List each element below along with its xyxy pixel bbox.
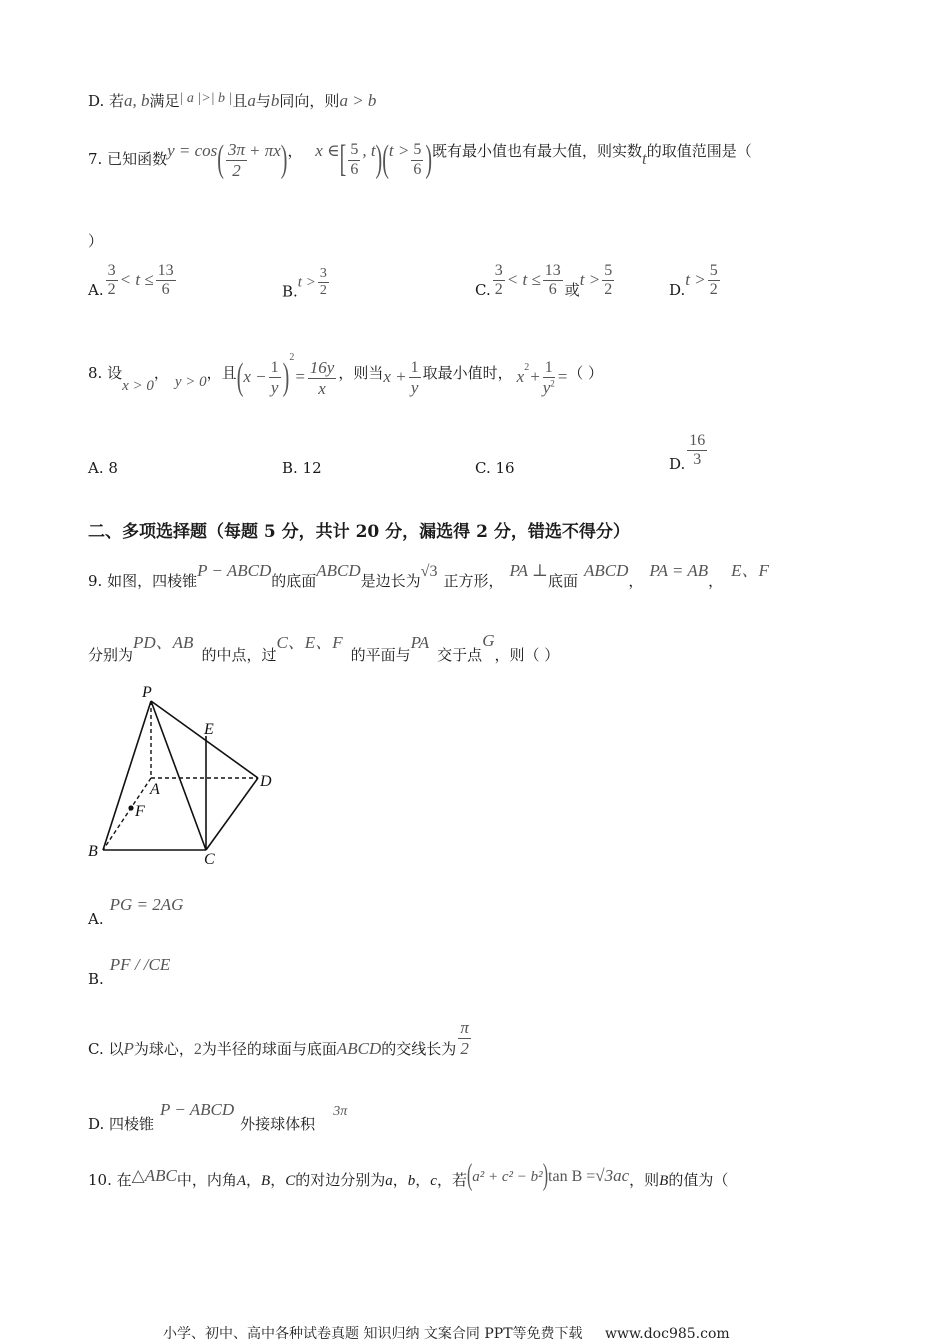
math-midpoints: PD、AB (133, 633, 194, 652)
frac: $\frac{13}{6}$ (157, 262, 174, 299)
math: √3ac (595, 1166, 630, 1185)
option-label: D. 四棱锥 (88, 1115, 155, 1133)
math-base: ABCD (583, 561, 629, 580)
label-d: D (260, 773, 272, 790)
text: ， (415, 1171, 431, 1189)
math-x-cond: x > 0 (122, 378, 154, 394)
paren: ) (282, 356, 290, 398)
exponent: 2 (289, 352, 295, 363)
math: B (659, 1173, 669, 1189)
math: PF / /CE (109, 955, 171, 974)
label-a: A (150, 781, 160, 798)
q9-text: 是边长为 (360, 572, 421, 590)
option-label: A. (88, 910, 104, 928)
text: 外接球体积 (240, 1115, 316, 1133)
paren: ( (382, 138, 389, 180)
math: B (261, 1173, 271, 1189)
q9-text: 正方形， (443, 572, 504, 590)
q7-frac: $\frac{3\pi}{2}$ (227, 140, 245, 180)
math-base: ABCD (316, 561, 361, 580)
option-label: D. (669, 280, 686, 299)
q7-cond: t > (388, 141, 410, 161)
q8-option-c: C. 16 (475, 459, 515, 477)
q9-option-b (88, 955, 170, 988)
text: 为半径的球面与底面 (201, 1040, 337, 1059)
q7-number: 7. 已知函数 (88, 150, 168, 169)
q7-domain: x ∈ (315, 141, 340, 161)
math: t > (579, 269, 601, 289)
math: P − ABCD (160, 1100, 235, 1119)
math-t: t (642, 149, 647, 169)
pyramid-figure (84, 680, 284, 870)
math: b (407, 1173, 416, 1189)
frac: $\frac{5}{2}$ (709, 262, 718, 299)
text: ， (246, 1171, 262, 1189)
text: 为球心， (133, 1040, 194, 1059)
q7-dom-frac: $\frac{5}{6}$ (350, 141, 359, 178)
frac: $\frac{13}{6}$ (544, 262, 561, 299)
q8-when: ，则当 (338, 364, 384, 382)
q8-option-b: B. 12 (282, 459, 322, 477)
frac: $\frac{3}{2}$ (319, 266, 327, 299)
q7-func-rest: + πx (248, 141, 281, 161)
edge-cd (206, 778, 258, 850)
q9-text: 的中点，过 (201, 646, 277, 664)
math: a (385, 1173, 393, 1189)
option-label: A. (88, 280, 104, 299)
math-perp: PA ⊥ (509, 561, 548, 580)
paren: ( (466, 1159, 473, 1193)
frac: $\frac{3}{2}$ (494, 262, 503, 299)
text: ，若 (436, 1171, 467, 1189)
q7-option-b (282, 266, 331, 301)
bracket: [ (339, 138, 347, 180)
q8-and: ，且 (206, 364, 237, 382)
q8-option-a: A. 8 (88, 459, 118, 477)
math-eq: PA = AB (649, 561, 709, 580)
footer-text: 小学、初中、高中各种试卷真题 知识归纳 文案合同 PPT等免费下载 (163, 1326, 583, 1342)
question-9-line2 (88, 628, 559, 665)
or-text: 或 (564, 280, 580, 299)
q6-option-d (88, 90, 376, 111)
text: 的交线长为 (381, 1040, 457, 1059)
q9-text: ，则（ ） (494, 646, 560, 664)
text: 中，内角 (176, 1171, 237, 1189)
q9-text: 交于点 (437, 646, 483, 664)
point-f (128, 805, 133, 810)
math-abs-cond: | a |>| b | (179, 91, 233, 106)
section-2-title: 二、多项选择题（每题 5 分，共计 20 分，漏选得 2 分，错选不得分） (88, 522, 630, 542)
math: 3π (333, 1104, 348, 1119)
label-e: E (204, 721, 214, 738)
paren: ( (217, 138, 224, 180)
option-label: D. (669, 454, 686, 473)
math-a: a (247, 91, 256, 110)
label-f: F (135, 803, 145, 820)
math: < t ≤ (506, 269, 541, 289)
q7-option-c (475, 262, 616, 300)
text: 的值为（ (668, 1171, 729, 1189)
math: t > (297, 274, 316, 291)
text: ， (392, 1171, 408, 1189)
q6-d-text3: 与 (255, 92, 271, 110)
comma: ， (628, 572, 644, 590)
q9-option-a (88, 895, 183, 928)
math-root: √3 (420, 563, 438, 580)
text: ，则 (629, 1171, 660, 1189)
comma: ， (153, 364, 169, 382)
math: x − (243, 367, 267, 386)
math-y-cond: y > 0 (174, 374, 207, 390)
math: P (123, 1039, 134, 1059)
q7-close: ） (88, 232, 104, 250)
edge-pb (103, 701, 151, 850)
math-pyramid: P − ABCD (197, 561, 272, 580)
q8-number: 8. 设 (88, 364, 123, 382)
frac: $\frac{16y}{x}$ (309, 357, 335, 398)
math: < t ≤ (119, 269, 154, 289)
math-points: C、E、F (276, 633, 343, 652)
math: c (430, 1173, 437, 1189)
math: PG = 2AG (109, 895, 184, 914)
frac: $\frac{5}{2}$ (604, 262, 613, 299)
q7-dom-t: , t (362, 141, 376, 161)
option-label: C. 以 (88, 1040, 124, 1059)
math: x (516, 367, 525, 386)
footer (163, 1323, 730, 1343)
math: C (285, 1173, 296, 1189)
label-c: C (204, 851, 215, 868)
q6-d-label: D. 若 (88, 92, 125, 110)
edge-pd (151, 701, 258, 778)
q6-d-text: 满足 (149, 92, 180, 110)
text: ， (270, 1171, 286, 1189)
question-8 (88, 352, 603, 398)
question-9-line1 (88, 556, 769, 591)
q9-option-c (88, 1018, 473, 1059)
math: = (556, 367, 569, 386)
math-b: b (270, 91, 280, 110)
text: 的对边分别为 (295, 1171, 386, 1189)
frac: $\frac{\pi}{2}$ (460, 1018, 469, 1058)
q9-text: 底面 (547, 572, 578, 590)
math-conclusion: a > b (339, 91, 377, 110)
comma: ， (708, 572, 724, 590)
edge-pc (151, 701, 206, 850)
q7-stem: 既有最小值也有最大值，则实数 (432, 142, 643, 161)
footer-link[interactable]: www.doc985.com (604, 1326, 730, 1342)
paren: ) (280, 138, 288, 180)
q10-number: 10. 在 (88, 1171, 132, 1189)
math: ABCD (336, 1039, 382, 1059)
q7-option-d (669, 262, 722, 300)
math-triangle: △ABC (131, 1166, 177, 1185)
math: x + (383, 367, 407, 386)
frac: $\frac{3}{2}$ (107, 262, 116, 299)
frac: $\frac{1}{y}$ (410, 358, 419, 397)
q6-d-text4: 同向，则 (279, 92, 340, 110)
q6-d-text2: 且 (232, 92, 248, 110)
q9-text: 的平面与 (350, 646, 411, 664)
q7-cond-frac: $\frac{5}{6}$ (413, 141, 422, 178)
frac: $\frac{16}{3}$ (689, 432, 706, 469)
paren: ) (542, 1159, 549, 1193)
math: + (529, 367, 541, 386)
q7-stem-end: 的取值范围是（ (646, 142, 752, 161)
paren: ) (425, 138, 433, 180)
q8-option-d (669, 432, 709, 473)
question-10 (88, 1159, 729, 1193)
option-label: B. (88, 970, 104, 988)
label-b: B (88, 843, 98, 860)
answer-blank: （ ） (568, 364, 603, 382)
math-ab: a, b (124, 91, 150, 110)
frac: $\frac{1}{y^2}$ (542, 358, 555, 397)
comma: ， (287, 142, 303, 161)
math: t > (685, 269, 706, 289)
q8-min: 取最小值时， (422, 364, 513, 382)
math-ef: E、F (731, 561, 769, 580)
q9-text: 的底面 (271, 572, 317, 590)
option-label: C. (475, 280, 491, 299)
math-pa: PA (410, 633, 430, 652)
question-7 (88, 140, 752, 180)
paren: ) (375, 138, 383, 180)
q9-option-d (88, 1100, 347, 1134)
q9-text: 分别为 (88, 646, 134, 664)
q7-option-a (88, 262, 178, 300)
math: tan B = (548, 1168, 596, 1185)
math: 2 (193, 1041, 202, 1059)
q9-number: 9. 如图，四棱锥 (88, 572, 198, 590)
exponent: 2 (524, 362, 530, 373)
frac: $\frac{1}{y}$ (270, 358, 279, 397)
paren: ( (236, 356, 244, 398)
option-label: B. (282, 282, 298, 301)
label-p: P (142, 684, 152, 701)
math: A (236, 1173, 246, 1189)
math: a² + c² − b² (472, 1169, 543, 1185)
math: = (294, 367, 306, 386)
q7-func: y = cos (167, 141, 218, 161)
math-g: G (482, 631, 495, 650)
